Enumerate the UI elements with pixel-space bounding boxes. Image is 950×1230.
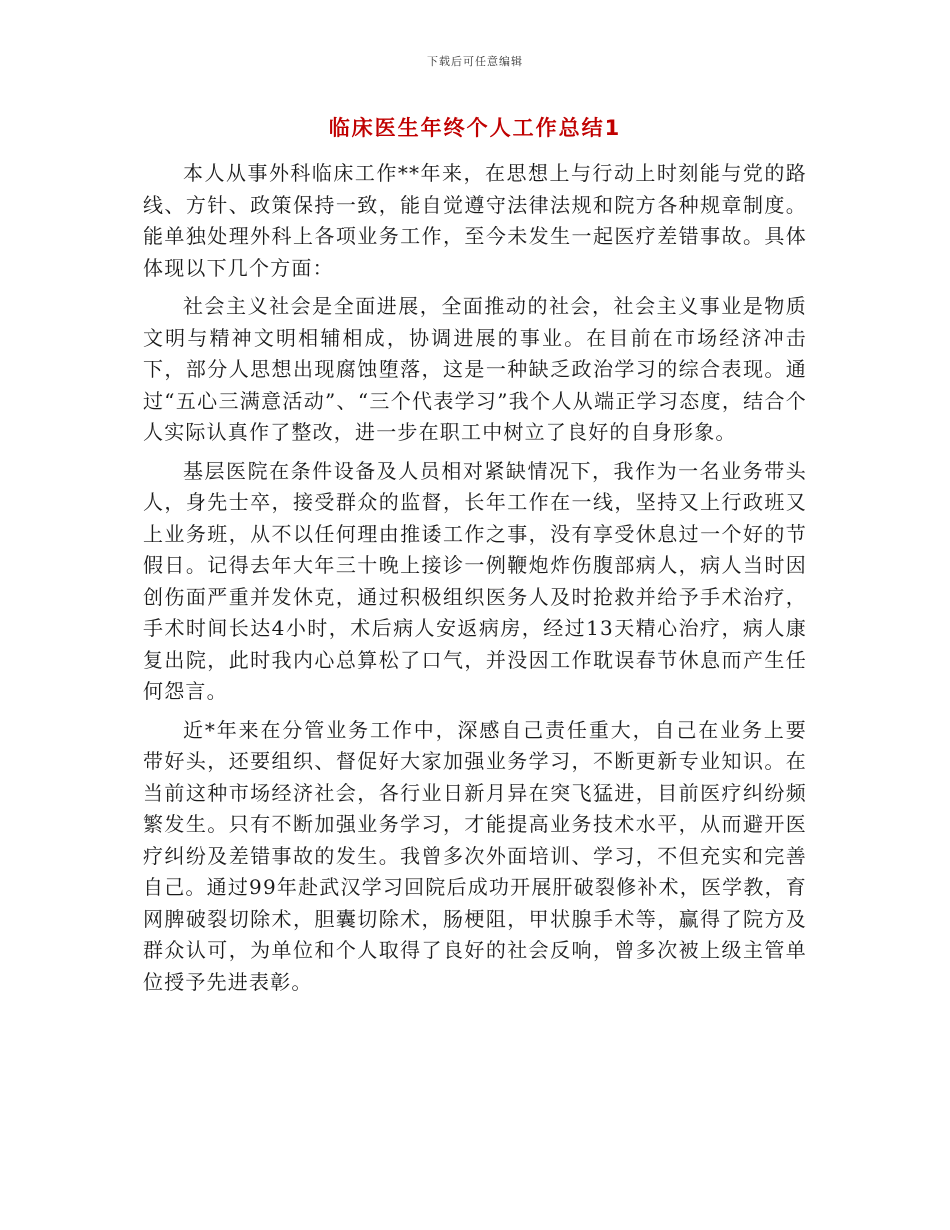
paragraph-3: 基层医院在条件设备及人员相对紧缺情况下，我作为一名业务带头人，身先士卒，接受群众的监督，长年工作在一线，坚持又上行政班又上业务班，从不以任何理由推诿工作之事，没有享受休息过一个好的节假日。记得去年大年三十晚上接诊一例鞭炮炸伤腹部病人，病人当时因创伤面严重并发休克，通过积极组织医务人及时抢救并给予手术治疗，手术时间长达4小时，术后病人安返病房，经过13天精心治疗，病人康复出院，此时我内心总算松了口气，并没因工作耽误春节休息而产生任何怨言。 bbox=[143, 458, 807, 703]
document-title: 临床医生年终个人工作总结1 bbox=[328, 116, 622, 140]
document-body bbox=[143, 158, 807, 1005]
header-note: 下载后可任意编辑 bbox=[427, 55, 523, 68]
paragraph-2: 社会主义社会是全面进展，全面推动的社会，社会主义事业是物质文明与精神文明相辅相成，协调进展的事业。在目前在市场经济冲击下，部分人思想出现腐蚀堕落，这是一种缺乏政治学习的综合表现。通过“五心三满意活动”、“三个代表学习”我个人从端正学习态度，结合个人实际认真作了整改，进一步在职工中树立了良好的自身形象。 bbox=[143, 294, 807, 444]
paragraph-1: 本人从事外科临床工作**年来，在思想上与行动上时刻能与党的路线、方针、政策保持一致，能自觉遵守法律法规和院方各种规章制度。能单独处理外科上各项业务工作，至今未发生一起医疗差错事故。具体体现以下几个方面： bbox=[143, 161, 807, 280]
paragraph-4: 近*年来在分管业务工作中，深感自己责任重大，自己在业务上要带好头，还要组织、督促好大家加强业务学习，不断更新专业知识。在当前这种市场经济社会，各行业日新月异在突飞猛进，目前医疗纠纷频繁发生。只有不断加强业务学习，才能提高业务技术水平，从而避开医疗纠纷及差错事故的发生。我曾多次外面培训、学习，不但充实和完善自己。通过99年赴武汉学习回院后成功开展肝破裂修补术，医学教，育网脾破裂切除术，胆囊切除术，肠梗阻，甲状腺手术等，赢得了院方及群众认可，为单位和个人取得了良好的社会反响，曾多次被上级主管单位授予先进表彰。 bbox=[143, 717, 807, 994]
